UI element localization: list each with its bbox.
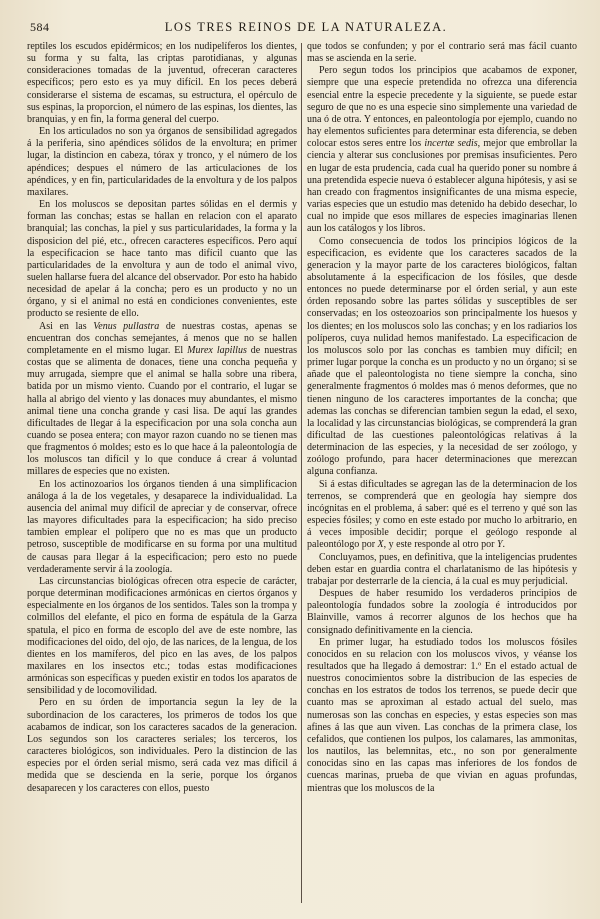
paragraph [27, 321, 297, 479]
running-header [30, 20, 582, 38]
text-run: Si á estas dificultades se agregan las de la determinacion de los terrenos, se comprenderá que en geología hay siempre dos incógnitas en el problema, á saber: qué es el terreno y qué son las especies fósiles; y como en este estado por mucho lo arbitrario, en á veces imposible decidir; porque el geólogo responde al paleontólogo por [307, 478, 577, 551]
text-run: de nuestras costas, apenas se encuentran dos conchas semejantes, á menos que no se hallen completamente en el mismo lugar. El [27, 320, 297, 356]
paragraph: En los articulados no son ya órganos de sensibilidad agregados á la periferia, sino apéndices sólidos de la envoltura; en primer lugar, la distincion en cabeza, tórax y tronco, y el número de los apéndices; despues el número de las articulaciones de los apéndices, y en fin, particularidades de la envoltura y de los palpos maxilares. [27, 126, 297, 198]
paragraph: reptiles los escudos epidérmicos; en los nudipelíferos los dientes, su forma y su falta, las criptas parotidianas, y algunas consideraciones tomadas de la juventud, ofreceran caracteres específicos; pero esto es ya muy difícil. En los peces deberá considerarse el sistema de escamas, su estructura, el opérculo de sus espinas, la proporcion, el número de las espinas, los dientes, las branquias, y en fin, la forma general del cuerpo. [27, 41, 297, 125]
latin-term: incertæ sedis [424, 138, 478, 150]
page-number: 584 [30, 20, 50, 34]
variable-x: X [377, 539, 384, 551]
paragraph: Como consecuencia de todos los principios lógicos de la especificacion, es evidente que los caracteres sacados de la generacion y la mayor parte de los caracteres biológicos, faltan absolutamente á la especificacion de los fósiles, que desde entonces no puede determinarse por el órden serial, y aun este órden reposando sobre las partes sólidas y susceptibles de ser conservadas; en los osteozoarios son principalmente los huesos y los dientes; en los moluscos solo las conchas; y en los radiarios los políperos, cuya nulidad hemos manifestado. La especificacion de los moluscos solo por las conchas es tambien muy difícil; en primer lugar porque la concha es un producto y no un órgano; si se añade que el paleontologista no tiene siempre la concha, sino generalmente fragmentos ó moldes mas ó menos deformes, que no tienen ninguno de los caracteres importantes de la concha; que ademas las conchas se diferencian tambien segun la edad, el sexo, la localidad y las circunstancias biológicas, se comprenderá la gran dificultad de las cuestiones paleontológicas relativas á la determinacion de las especies, y la necesidad de ser zoólogo, y zoólogo profundo, para hacer determinaciones que merezcan alguna confianza. [307, 235, 577, 478]
text-run: . [502, 539, 506, 551]
paragraph: Pero en su órden de importancia segun la ley de la subordinacion de los caracteres, los primeros de todos los que acabamos de indicar, son los caracteres sacados de la generacion. Los segundos son los caracteres seriales; los terceros, los caracteres biológicos, son individuales. Pero la distincion de las especies por el órden serial mismo, será cada vez mas difícil á medida que se descienda en la serie, porque los órganos desaparecen y los caracteres con ellos, puesto [27, 697, 297, 794]
species-name: Murex lapillus [187, 344, 247, 356]
paragraph: Despues de haber resumido los verdaderos principios de paleontología fundados sobre la zoología é introducidos por Blainville, vamos á recorrer algunos de los hechos que ha consignado definitivamente en la ciencia. [307, 588, 577, 636]
paragraph: En los actinozoarios los órganos tienden á una simplificacion análoga á la de los vegetales, y desaparece la individualidad. La ausencia del animal muy difícil de apreciar y de conservar, ofrece las mayores dificultades para la especificacion; ha sido preciso tambien emplear el polípero que no es mas que un producto petroso, susceptible de modificarse en su forma por una multitud de causas para llegar á la especificacion; pero esto no puede verdaderamente servir á la zoología. [27, 478, 297, 575]
column-divider [301, 43, 302, 903]
paragraph: En primer lugar, ha estudiado todos los moluscos fósiles conocidos en su relacion con los moluscos vivos, y véanse los resultados que ha llegado á demostrar: 1.º En el estado actual de nuestros conocimientos sobre la distribucion de las especies de conchas en los estratos de todos los terrenos, se puede decir que cuanto mas se aproximan al estado actual del suelo, mas numerosas son las conchas en especies, y estas especies son mas afines á las que aun viven. Las conchas de la primera clase, los cefalidos, que contienen los pulpos, los calamares, las ammonitas, los nautilos, las belemnitas, etc., no son por generalmente conocidas sino en las capas mas inferiores de los fondos de cuencas marinas, prueba de que vivian en aguas profundas, mientras que los moluscos de la [307, 636, 577, 794]
variable-y: Y [496, 539, 503, 551]
left-column [27, 41, 297, 907]
text-run: , mejor que embrollar la ciencia y alterar sus conclusiones por premisas insuficientes. Pero en lugar de esta prudencia, cada cual ha querido poner su nombre á una pretendida especie nueva ó establecer alguna hipótesis, y asi se han creado con fragmentos insignificantes de una misma especie, varias especies que un estudio mas detenido ha debido desechar, lo cual no impide que esos millares de especies imaginarias llenen aun los catálogos y los libros. [307, 138, 577, 235]
paragraph: Concluyamos, pues, en definitiva, que la inteligencias prudentes deben estar en guardia contra el charlatanismo de las hipótesis y trabajar por desterrarle de la ciencia, á la cual es muy perjudicial. [307, 551, 577, 587]
paragraph: En los moluscos se depositan partes sólidas en el dermis y forman las conchas; estas se hallan en relacion con el aparato branquial; las conchas, la piel y sus particularidades, la forma y la disposicion del pié, etc., ofrecen caracteres específicos. Pero aquí la especificacion se hace tanto mas difícil cuanto que las particularidades de la envoltura y aun de todo el animal vivo, suelen hallarse fuera del alcance del observador. Por esto ha habido necesidad de apelar á la concha; pero es un producto y no un órgano, y si el animal no está en condiciones convenientes, este producto se resiente de ello. [27, 199, 297, 320]
text-run: Asi en las [39, 320, 94, 332]
running-title: LOS TRES REINOS DE LA NATURALEZA. [164, 20, 448, 34]
text-run: de nuestras costas que se alimenta de donaces, tiene una concha pequeña y muy arrugada, siempre que el animal se halla sobre una ribera, batida por un mismo viento. Cuando por el contrario, el lugar se halla al abrigo del viento y las donaces muy abundantes, el mismo animal tiene una concha grande y casi lisa. De aquí las grandes dificultades de llegar á la especificacion por una sola concha aun cuando se posea entera; con mayor razon cuando no se tienen mas que fragmentos ó moldes; esto es lo que hace á la paleontología de los moluscos tan difícil y lo que conduce á crear á voluntad millares de especies que no existen. [27, 344, 297, 478]
text-run: Pero segun todos los principios que acabamos de exponer, siempre que una especie pretendida no ofrezca una diferencia esencial entre la especie precedente y la siguiente, se puede estar seguro de que no es una especie sino simplemente una variedad de una ó de otra. Y entonces, en paleontología por ejemplo, cuando no hay elementos suficientes para determinar esta diferencia, se deben colocar estos seres entre los [307, 65, 577, 150]
paragraph [307, 65, 577, 235]
right-column [307, 41, 577, 907]
species-name: Venus pullastra [93, 320, 160, 332]
paragraph: que todos se confunden; y por el contrario será mas fácil cuanto mas se ascienda en la serie. [307, 41, 577, 65]
paragraph [307, 479, 577, 552]
paragraph: Las circunstancias biológicas ofrecen otra especie de carácter, porque determinan modificaciones armónicas en ciertos órganos y especialmente en los órganos de los sentidos. Tales son la trompa y colmillos del elefante, el pico en forma de espátula de la Garza spatula, el pico en forma de escoplo del ave de este nombre, las modificaciones del oido, del ojo, de las narices, de la lengua, de los dientes en los mamíferos, del pico en las aves, de los palpos maxilares en los insectos etc.; todas estas modificaciones armónicas son específicas y pueden existir en todos los aparatos de sensibilidad y de locomovilidad. [27, 575, 297, 697]
text-run: , y este responde al otro por [383, 539, 497, 551]
text-columns [27, 41, 577, 907]
